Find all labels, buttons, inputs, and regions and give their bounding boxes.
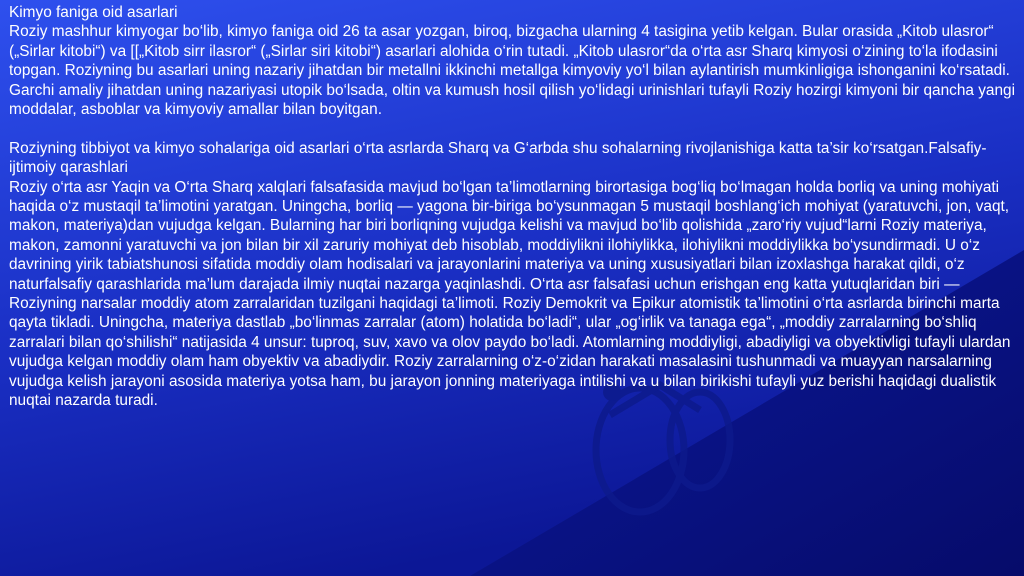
slide-title: Kimyo faniga oid asarlari: [9, 4, 178, 21]
paragraph-philosophy: Roziy o‘rta asr Yaqin va O‘rta Sharq xalqlari falsafasida mavjud bo‘lgan ta’limotlarning birortasiga bog‘liq bo‘lmagan holda borliq va uning mohiyati haqida o‘z mustaqil ta’limotini yaratgan. Uningcha, borliq — yagona bir-biriga bo‘ysunmagan 5 mustaqil boshlang‘ich mohiyat (yaratuvchi, jon, vaqt, makon, materiya)dan vujudga kelgan. Bularning har biri borliqning vujudga kelishi va mavjud bo‘lib qolishida „zaro‘riy vujud“larni Roziy materiya, makon, zamonni yaratuvchi va jon bilan bir xil zaruriy mohiyat deb hisoblab, moddiylikni ilohiylikka, ilohiylikni moddiylikka bo‘ysundirmadi. U o‘z davrining yirik tabiatshunosi sifatida moddiy olam hodisalari va jarayonlarini materiya va uning xususiyatlari bilan izoxlashga harakat qildi, o‘z naturfalsafiy qarashlarida ma’lum darajada ilmiy nuqtai nazarga yaqinlashdi. O‘rta asr falsafasi uchun erishgan eng katta yutuqlaridan biri — Roziyning narsalar moddiy atom zarralaridan tuzilgani haqidagi ta’limoti. Roziy Demokrit va Epikur atomistik ta’limotini o‘rta asrlarda birinchi marta qayta tikladi. Uningcha, materiya dastlab „bo‘linmas zarralar (atom) holatida bo‘ladi“, ular „og‘irlik va tanaga ega“, „moddiy zarralarning bo‘shliq zarralari bilan qo‘shilishi“ natijasida 4 unsur: tuproq, suv, xavo va olov paydo bo‘ladi. Atomlarning moddiyligi, abadiyligi va obyektivligi tufayli ulardan vujudga kelgan moddiy olam ham obyektiv va abadiydir. Roziy zarralarning o‘z-o‘zidan harakati masalasini tushunmadi va muayyan narsalarning vujudga kelish jarayoni asosida materiya yotsa ham, bu jarayon jonning materiyaga intilishi va u bilan birikishi tufayli yuz berishi haqidagi dualistik nuqtai nazarda turadi.: [9, 178, 1011, 410]
slide-text-block: [9, 3, 1017, 411]
paragraph-spacer: [9, 119, 1017, 138]
paragraph-chemistry-works: Roziy mashhur kimyogar bo‘lib, kimyo faniga oid 26 ta asar yozgan, biroq, bizgacha ularning 4 tasigina yetib kelgan. Bular orasida „Kitob ulasror“ („Sirlar kitobi“) va [[„Kitob sirr ilasror“ („Sirlar siri kitobi“) asarlari alohida o‘rin tutadi. „Kitob ulasror“da o‘rta asr Sharq kimyosi o‘zining to‘la ifodasini topgan. Roziyning bu asarlari uning nazariy jihatdan bir metallni ikkinchi metallga kimyoviy yo‘l bilan aylantirish mumkinligiga ishonganini ko‘rsatadi. Garchi amaliy jihatdan uning nazariyasi utopik bo‘lsada, oltin va kumush hosil qilish yo‘lidagi urinishlari tufayli Roziy hozirgi kimyoni bir qancha yangi moddalar, asboblar va kimyoviy amallar bilan boyitgan.: [9, 23, 1016, 119]
paragraph-influence: Roziyning tibbiyot va kimyo sohalariga oid asarlari o‘rta asrlarda Sharq va G‘arbda shu sohalarning rivojlanishiga katta ta’sir ko‘rsatgan.Falsafiy-ijtimoiy qarashlari: [9, 139, 987, 177]
